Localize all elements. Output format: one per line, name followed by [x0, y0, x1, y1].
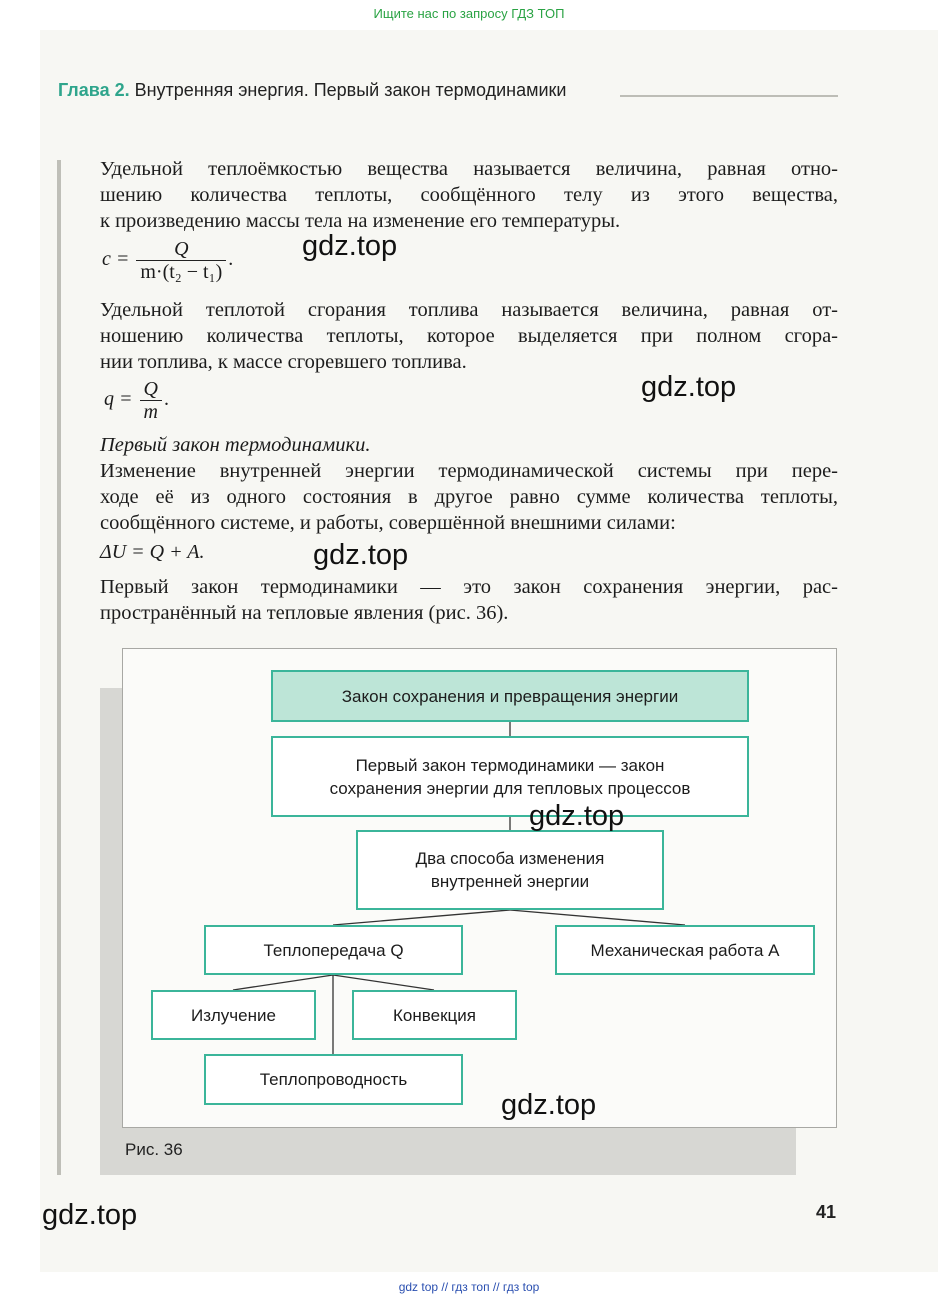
- box-label: внутренней энергии: [430, 872, 590, 891]
- box-label: Механическая работа A: [590, 940, 780, 960]
- fraction-denominator: m: [143, 401, 158, 423]
- specific-heat-definition: [100, 156, 838, 234]
- chapter-rule: [620, 95, 838, 97]
- energy-conservation-note: [100, 574, 838, 626]
- watermark: gdz.top: [641, 371, 737, 403]
- text-line: Первый закон термодинамики — это закон сохранения энергии, рас-: [100, 576, 838, 598]
- box-label: Конвекция: [393, 1005, 476, 1025]
- diagram-box-heat-transfer: [204, 925, 463, 975]
- chapter-heading: [58, 80, 566, 101]
- text-line: сообщённого системе, и работы, совершённой внешними силами:: [100, 512, 676, 534]
- fraction-numerator: Q: [140, 378, 162, 401]
- fraction-denominator: m·(t₂ − t₁): [140, 261, 223, 283]
- first-law-formula: ΔU = Q + A.: [100, 541, 205, 563]
- fraction-numerator: Q: [136, 238, 226, 261]
- text-line: шению количества теплоты, сообщённого телу из этого вещества,: [100, 184, 838, 206]
- top-banner[interactable]: Ищите нас по запросу ГДЗ ТОП: [373, 6, 565, 21]
- formula-lhs: c =: [102, 248, 130, 271]
- diagram-box-two-ways: [356, 830, 664, 910]
- first-law-statement: [100, 458, 838, 536]
- bottom-banner[interactable]: gdz top // гдз топ // гдз top: [398, 1280, 540, 1294]
- text-line: к произведению массы тела на изменение его температуры.: [100, 210, 621, 232]
- formula-tail: .: [163, 388, 169, 411]
- diagram-box-radiation: [151, 990, 316, 1040]
- box-label: Теплопередача Q: [263, 940, 404, 960]
- specific-heat-formula: [102, 238, 233, 283]
- heat-of-combustion-definition: [100, 297, 838, 375]
- text-line: ношению количества теплоты, которое выделяется при полном сгора-: [100, 325, 838, 347]
- text-line: пространённый на тепловые явления (рис. 36).: [100, 602, 509, 624]
- box-label: Излучение: [191, 1005, 276, 1025]
- first-law-heading: Первый закон термодинамики.: [100, 434, 371, 456]
- formula-tail: .: [228, 248, 234, 271]
- diagram-box-mechanical-work: [555, 925, 815, 975]
- fraction: [136, 238, 226, 283]
- box-label: Первый закон термодинамики — закон: [355, 755, 665, 775]
- watermark: gdz.top: [302, 230, 398, 262]
- fraction: [140, 378, 162, 423]
- text-line: нии топлива, к массе сгоревшего топлива.: [100, 351, 467, 373]
- text-line: ходе её из одного состояния в другое равно сумме количества теплоты,: [100, 486, 838, 508]
- diagram-box-first-law: [271, 736, 749, 817]
- text-line: Удельной теплотой сгорания топлива называется величина, равная от-: [100, 299, 838, 321]
- watermark: gdz.top: [42, 1199, 138, 1231]
- formula-lhs: q =: [104, 388, 133, 411]
- chapter-label: Глава 2.: [58, 80, 130, 100]
- diagram-box-convection: [352, 990, 517, 1040]
- page-number: 41: [816, 1202, 837, 1222]
- text-line: Изменение внутренней энергии термодинамической системы при пере-: [100, 460, 838, 482]
- watermark: gdz.top: [501, 1089, 597, 1121]
- box-label: Два способа изменения: [415, 849, 605, 868]
- left-margin-rule: [57, 160, 61, 1175]
- box-label: Закон сохранения и превращения энергии: [341, 686, 679, 706]
- watermark: gdz.top: [529, 800, 625, 832]
- combustion-formula: [104, 378, 169, 423]
- diagram-box-conduction: [204, 1054, 463, 1105]
- watermark: gdz.top: [313, 539, 409, 571]
- chapter-title: Внутренняя энергия. Первый закон термодинамики: [129, 80, 567, 100]
- box-label: Теплопроводность: [259, 1070, 408, 1089]
- text-line: Удельной теплоёмкостью вещества называется величина, равная отно-: [100, 158, 838, 180]
- box-label: сохранения энергии для тепловых процессов: [329, 778, 691, 798]
- diagram-box-energy-conservation: [271, 670, 749, 722]
- figure-caption: Рис. 36: [125, 1140, 183, 1159]
